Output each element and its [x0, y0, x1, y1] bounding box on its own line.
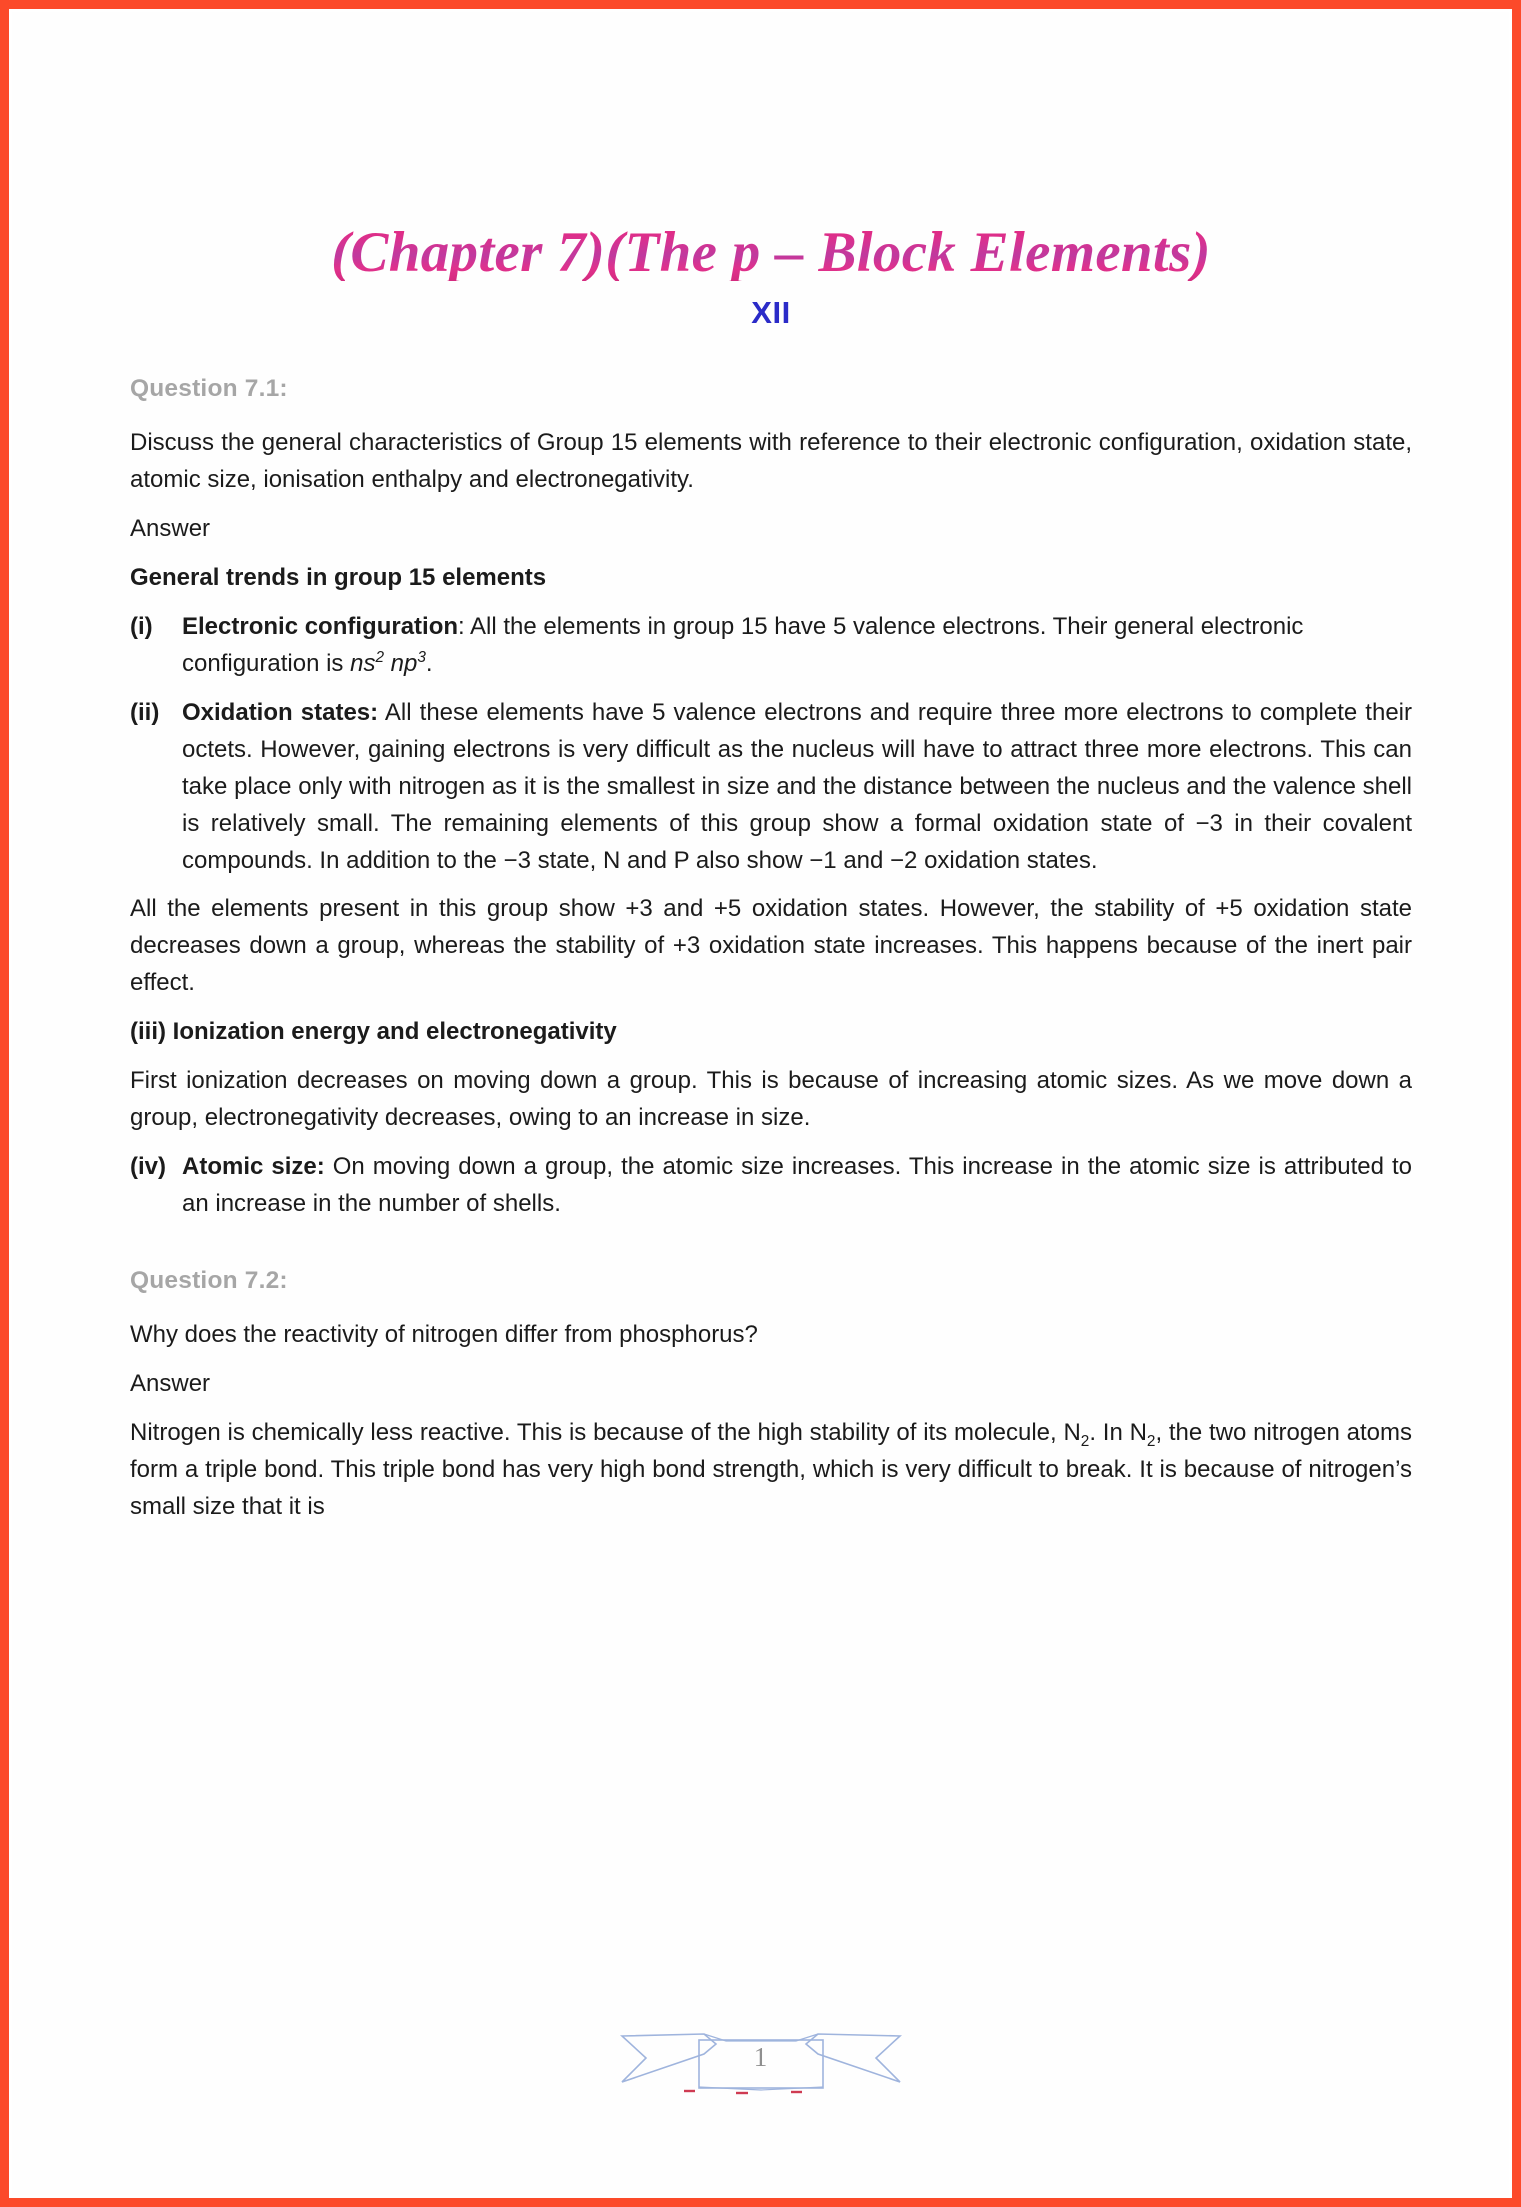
list-body-iv: [182, 1149, 1412, 1223]
list-marker-ii: (ii): [130, 698, 160, 726]
list-item: [130, 695, 1412, 880]
formula-np-base: np: [384, 649, 418, 677]
list-text-ii: All these elements have 5 valence electrons and require three more electrons to complete their octets. However, gaining electrons is very difficult as the nucleus will have to attract three more electrons. This can take place only with nitrogen as it is the smallest in size and the distance between the nucleus and the valence shell is relatively small. The remaining elements of this group show a formal oxidation state of −3 in their covalent compounds. In addition to the −3 state, N and P also show −1 and −2 oxidation states.: [182, 698, 1412, 874]
list-body-i: [182, 609, 1412, 683]
answer-text-part-3: , the two nitrogen atoms form a triple bond. This triple bond has very high bond strength, which is very difficult to break. It is because of nitrogen’s small size that it is: [130, 1419, 1412, 1520]
answer-label-1: Answer: [130, 514, 211, 542]
term-separator-i: :: [458, 612, 465, 640]
list-marker-iv: (iv): [130, 1153, 166, 1181]
term-atomic-size: Atomic size:: [182, 1153, 325, 1181]
question-heading-1: Question 7.1:: [130, 375, 288, 402]
list-text-i: All the elements in group 15 have 5 valence electrons. Their general electronic configuration is: [182, 612, 1304, 677]
nitrogen-subscript-2: 2: [1146, 1432, 1156, 1450]
list-item: [130, 1149, 1412, 1223]
page-number: 1: [753, 2042, 768, 2072]
formula-np-exponent: 3: [417, 648, 426, 666]
list-body-ii: [182, 695, 1412, 880]
question-prompt-2: Why does the reactivity of nitrogen differ from phosphorus?: [130, 1321, 758, 1349]
list-text-i-end: .: [425, 649, 433, 677]
page-subtitle: XII: [751, 295, 791, 330]
term-electronic-configuration: Electronic configuration: [182, 612, 459, 640]
formula-ns-base: ns: [350, 649, 376, 677]
page-number-banner: [616, 1994, 906, 2099]
question-prompt-1: Discuss the general characteristics of Group 15 elements with reference to their electronic configuration, oxidation state, atomic size, ionisation enthalpy and electronegativity.: [130, 429, 1412, 493]
subheading-ionization-energy: (iii) Ionization energy and electronegativity: [130, 1018, 617, 1046]
page-title: (Chapter 7)(The p – Block Elements): [130, 224, 1412, 281]
list-marker-i: (i): [130, 612, 153, 640]
question-heading-2: Question 7.2:: [130, 1267, 288, 1295]
document-content: [130, 12, 1412, 1526]
question-section-2: [130, 1267, 1412, 1526]
nitrogen-subscript-1: 2: [1080, 1432, 1090, 1450]
page-footer: [12, 1994, 1509, 2099]
answer-text-part-2: . In N: [1089, 1419, 1147, 1447]
answer-paragraph-2: [130, 1415, 1412, 1526]
answer-text-part-1: Nitrogen is chemically less reactive. This is because of the high stability of its molecule, N: [130, 1419, 1081, 1447]
answer-title-1: General trends in group 15 elements: [130, 563, 547, 591]
list-text-iv: On moving down a group, the atomic size increases. This increase in the atomic size is attributed to an increase in the number of shells.: [182, 1153, 1412, 1218]
title-block: [130, 12, 1412, 331]
term-oxidation-states: Oxidation states:: [182, 698, 379, 726]
document-page: [12, 12, 1509, 2195]
answer-label-2: Answer: [130, 1370, 211, 1398]
formula-ns-exponent: 2: [375, 648, 384, 666]
paragraph-ionization-energy: First ionization decreases on moving down a group. This is because of increasing atomic sizes. As we move down a group, electronegativity decreases, owing to an increase in size.: [130, 1067, 1412, 1132]
list-item: [130, 609, 1412, 683]
question-section-1: [130, 375, 1412, 1223]
paragraph-oxidation-stability: All the elements present in this group show +3 and +5 oxidation states. However, the stability of +5 oxidation state decreases down a group, whereas the stability of +3 oxidation state increases. This happens because of the inert pair effect.: [130, 895, 1412, 997]
